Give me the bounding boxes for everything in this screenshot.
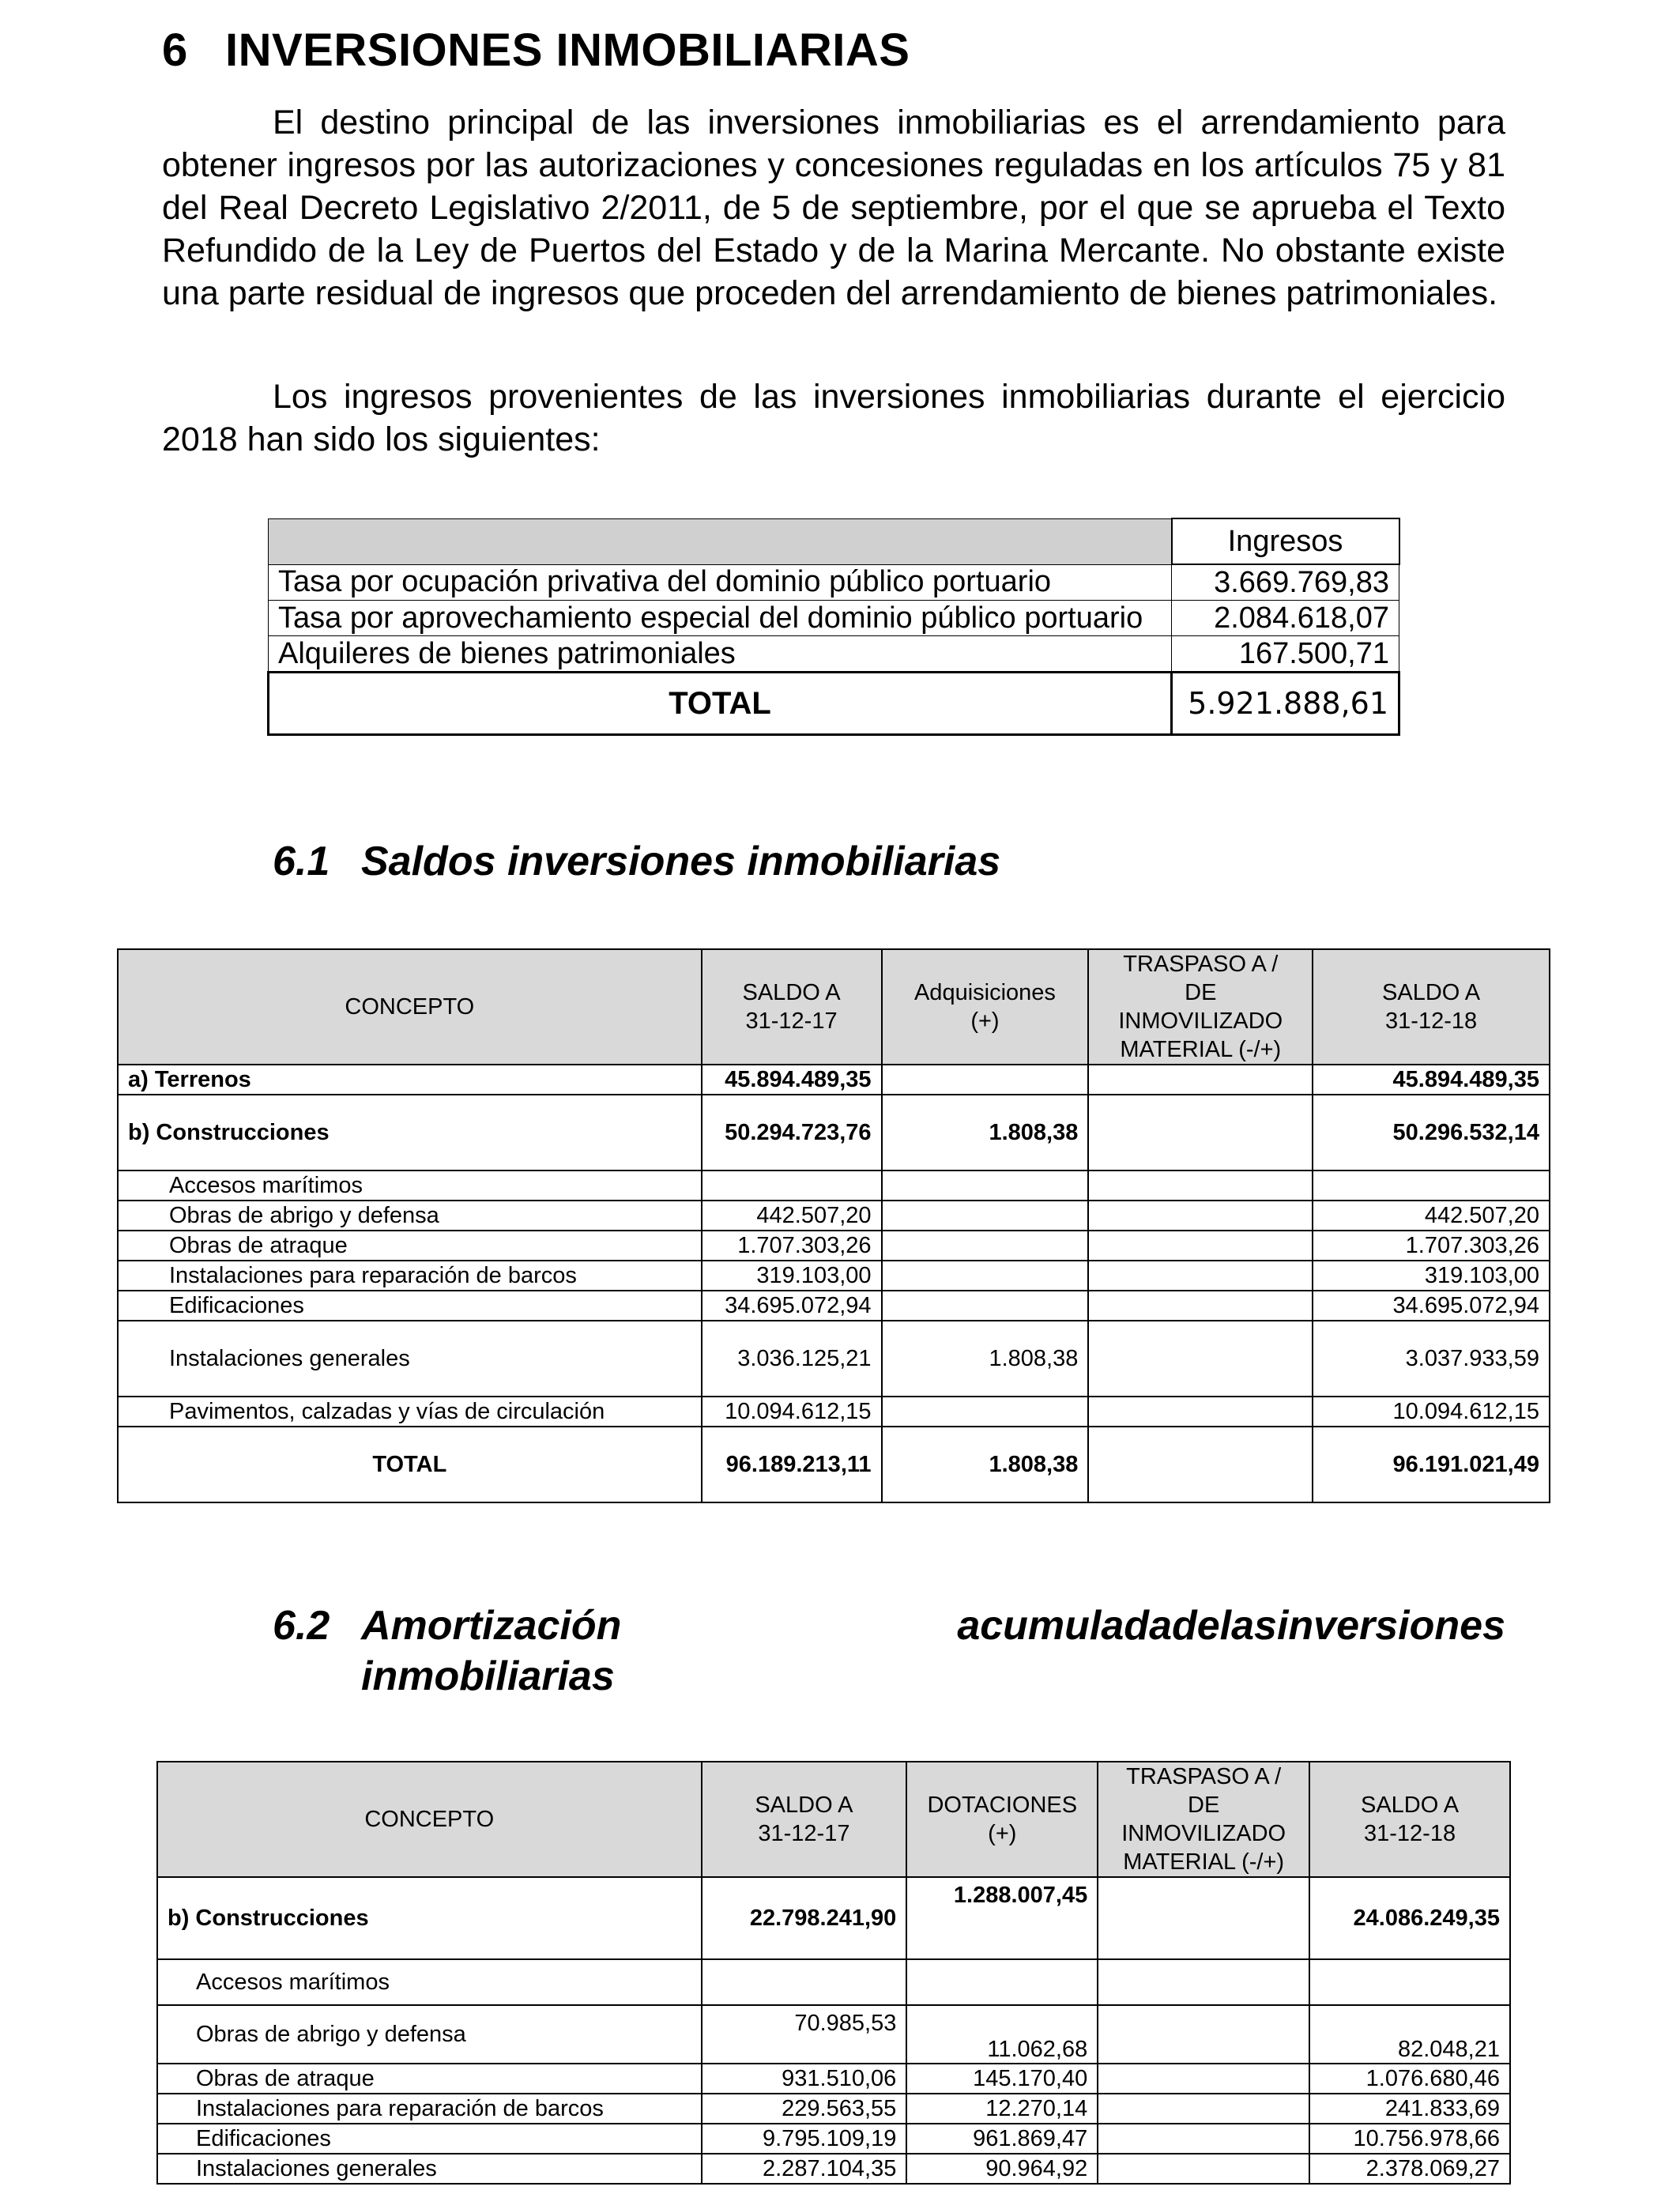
table-row — [157, 1877, 1510, 1959]
section-number: 6.1 — [273, 839, 330, 884]
table-header-row — [157, 1762, 1510, 1877]
cell-adquisiciones — [882, 1291, 1089, 1321]
row-label: Instalaciones generales — [157, 2154, 702, 2184]
cell-dotaciones: 145.170,40 — [906, 2064, 1098, 2094]
total-adquisiciones: 1.808,38 — [882, 1427, 1089, 1502]
cell-traspaso — [1098, 2124, 1309, 2154]
header-concepto: CONCEPTO — [157, 1762, 702, 1877]
section-number: 6 — [162, 25, 188, 76]
total-row — [118, 1427, 1550, 1502]
row-label: Edificaciones — [157, 2124, 702, 2154]
cell-dotaciones: 961.869,47 — [906, 2124, 1098, 2154]
cell-adquisiciones — [882, 1231, 1089, 1261]
cell-traspaso — [1088, 1201, 1313, 1231]
row-value: 167.500,71 — [1172, 636, 1399, 673]
title-word: las — [1219, 1603, 1277, 1649]
cell-saldo-17: 442.507,20 — [702, 1201, 882, 1231]
cell-saldo-18: 442.507,20 — [1313, 1201, 1550, 1231]
cell-traspaso — [1088, 1397, 1313, 1427]
intro-paragraph: El destino principal de las inversiones inmobiliarias es el arrendamiento para obtener ingresos por las autorizaciones y concesiones reguladas en los artículos 75 y 81 del Real Decreto Legislativo 2/2011, de 5 de septiembre, por el que se aprueba el Texto Refundido de la Ley de Puertos del Estado y de la Marina Mercante. No obstante existe una parte residual de ingresos que proceden del arrendamiento de bienes patrimoniales. — [162, 104, 1505, 312]
header-ingresos: Ingresos — [1172, 518, 1399, 564]
cell-saldo-17: 2.287.104,35 — [702, 2154, 907, 2184]
cell-saldo-17: 3.036.125,21 — [702, 1321, 882, 1397]
row-label: Tasa por aprovechamiento especial del dominio público portuario — [269, 601, 1172, 636]
row-label: Instalaciones para reparación de barcos — [118, 1261, 702, 1291]
table-row — [157, 2124, 1510, 2154]
cell-traspaso — [1098, 2064, 1309, 2094]
table-row — [118, 1291, 1550, 1321]
table-header-row — [269, 518, 1399, 564]
section-title: Saldos inversiones inmobiliarias — [361, 839, 1001, 884]
cell-saldo-18: 1.076.680,46 — [1309, 2064, 1510, 2094]
cell-saldo-18: 319.103,00 — [1313, 1261, 1550, 1291]
cell-saldo-18: 82.048,21 — [1309, 2005, 1510, 2064]
table-row — [118, 1201, 1550, 1231]
cell-adquisiciones — [882, 1261, 1089, 1291]
cell-dotaciones — [906, 1959, 1098, 2005]
cell-saldo-17: 10.094.612,15 — [702, 1397, 882, 1427]
header-traspaso: TRASPASO A / DE INMOVILIZADO MATERIAL (-/+) — [1098, 1762, 1309, 1877]
depreciation-table — [156, 1761, 1511, 2185]
income-paragraph: Los ingresos provenientes de las inversiones inmobiliarias durante el ejercicio 2018 han sido los siguientes: — [162, 378, 1505, 458]
cell-saldo-18: 24.086.249,35 — [1309, 1877, 1510, 1959]
cell-saldo-18: 2.378.069,27 — [1309, 2154, 1510, 2184]
total-row — [269, 673, 1399, 735]
row-label: Obras de atraque — [157, 2064, 702, 2094]
header-saldo-17: SALDO A 31-12-17 — [702, 949, 882, 1065]
header-dotaciones: DOTACIONES (+) — [906, 1762, 1098, 1877]
cell-saldo-17 — [702, 1171, 882, 1201]
cell-saldo-17: 70.985,53 — [702, 2005, 907, 2064]
header-saldo-18: SALDO A 31-12-18 — [1309, 1762, 1510, 1877]
row-label: Instalaciones para reparación de barcos — [157, 2094, 702, 2124]
header-concepto: CONCEPTO — [118, 949, 702, 1065]
cell-traspaso — [1088, 1321, 1313, 1397]
row-label: Accesos marítimos — [157, 1959, 702, 2005]
cell-saldo-17: 45.894.489,35 — [702, 1065, 882, 1095]
header-saldo-18: SALDO A 31-12-18 — [1313, 949, 1550, 1065]
cell-traspaso — [1098, 2154, 1309, 2184]
table-row — [157, 2154, 1510, 2184]
cell-saldo-18: 10.094.612,15 — [1313, 1397, 1550, 1427]
table-row — [118, 1065, 1550, 1095]
row-label: b) Construcciones — [118, 1095, 702, 1171]
table-row — [118, 1397, 1550, 1427]
cell-adquisiciones — [882, 1201, 1089, 1231]
total-saldo-18: 96.191.021,49 — [1313, 1427, 1550, 1502]
table-row — [269, 601, 1399, 636]
income-table — [267, 518, 1400, 736]
section-number: 6.2 — [273, 1603, 330, 1649]
cell-saldo-18: 50.296.532,14 — [1313, 1095, 1550, 1171]
cell-saldo-17 — [702, 1959, 907, 2005]
row-label: a) Terrenos — [118, 1065, 702, 1095]
cell-adquisiciones — [882, 1065, 1089, 1095]
cell-saldo-18 — [1313, 1171, 1550, 1201]
cell-traspaso — [1088, 1065, 1313, 1095]
header-blank-cell — [269, 518, 1172, 564]
row-label: Accesos marítimos — [118, 1171, 702, 1201]
cell-traspaso — [1088, 1231, 1313, 1261]
cell-saldo-17: 50.294.723,76 — [702, 1095, 882, 1171]
table-row — [269, 564, 1399, 601]
cell-saldo-17: 34.695.072,94 — [702, 1291, 882, 1321]
row-label: Obras de abrigo y defensa — [118, 1201, 702, 1231]
cell-saldo-18 — [1309, 1959, 1510, 2005]
cell-saldo-18: 1.707.303,26 — [1313, 1231, 1550, 1261]
row-label: Alquileres de bienes patrimoniales — [269, 636, 1172, 673]
cell-saldo-17: 9.795.109,19 — [702, 2124, 907, 2154]
row-label: Tasa por ocupación privativa del dominio público portuario — [269, 564, 1172, 601]
cell-traspaso — [1098, 2005, 1309, 2064]
cell-saldo-18: 10.756.978,66 — [1309, 2124, 1510, 2154]
title-word: acumulada — [957, 1603, 1172, 1649]
row-value: 3.669.769,83 — [1172, 564, 1399, 601]
table-row — [118, 1261, 1550, 1291]
cell-saldo-18: 45.894.489,35 — [1313, 1065, 1550, 1095]
table-row — [118, 1321, 1550, 1397]
cell-saldo-17: 1.707.303,26 — [702, 1231, 882, 1261]
section-title: INVERSIONES INMOBILIARIAS — [225, 25, 910, 76]
cell-dotaciones: 12.270,14 — [906, 2094, 1098, 2124]
cell-saldo-18: 34.695.072,94 — [1313, 1291, 1550, 1321]
cell-traspaso — [1088, 1291, 1313, 1321]
row-value: 2.084.618,07 — [1172, 601, 1399, 636]
table-row — [118, 1171, 1550, 1201]
cell-traspaso — [1098, 2094, 1309, 2124]
header-saldo-17: SALDO A 31-12-17 — [702, 1762, 907, 1877]
cell-saldo-17: 931.510,06 — [702, 2064, 907, 2094]
row-label: Pavimentos, calzadas y vías de circulación — [118, 1397, 702, 1427]
section-6-heading — [162, 24, 910, 77]
cell-dotaciones: 11.062,68 — [906, 2005, 1098, 2064]
total-saldo-17: 96.189.213,11 — [702, 1427, 882, 1502]
cell-dotaciones: 90.964,92 — [906, 2154, 1098, 2184]
row-label: Edificaciones — [118, 1291, 702, 1321]
section-6-2-heading — [273, 1600, 1505, 1702]
row-label: Obras de atraque — [118, 1231, 702, 1261]
table-row — [157, 2094, 1510, 2124]
title-line-2: inmobiliarias — [361, 1653, 615, 1699]
cell-traspaso — [1098, 1959, 1309, 2005]
table-row — [118, 1231, 1550, 1261]
row-label: Instalaciones generales — [118, 1321, 702, 1397]
total-label: TOTAL — [118, 1427, 702, 1502]
cell-dotaciones: 1.288.007,45 — [906, 1877, 1098, 1959]
cell-traspaso — [1088, 1095, 1313, 1171]
table-row — [269, 636, 1399, 673]
title-word: Amortización — [361, 1603, 622, 1649]
header-traspaso: TRASPASO A / DE INMOVILIZADO MATERIAL (-/+) — [1088, 949, 1313, 1065]
cell-traspaso — [1088, 1171, 1313, 1201]
cell-saldo-17: 319.103,00 — [702, 1261, 882, 1291]
cell-adquisiciones — [882, 1397, 1089, 1427]
table-header-row — [118, 949, 1550, 1065]
table-row — [157, 2064, 1510, 2094]
total-traspaso — [1088, 1427, 1313, 1502]
cell-adquisiciones: 1.808,38 — [882, 1321, 1089, 1397]
cell-saldo-17: 229.563,55 — [702, 2094, 907, 2124]
row-label: Obras de abrigo y defensa — [157, 2005, 702, 2064]
title-word: inversiones — [1276, 1603, 1505, 1649]
total-value: 5.921.888,61 — [1172, 673, 1399, 735]
section-6-1-heading — [273, 838, 1000, 885]
header-adquisiciones: Adquisiciones (+) — [882, 949, 1089, 1065]
table-row — [157, 2005, 1510, 2064]
cell-saldo-18: 3.037.933,59 — [1313, 1321, 1550, 1397]
title-word: de — [1171, 1603, 1220, 1649]
cell-adquisiciones — [882, 1171, 1089, 1201]
balances-table — [117, 948, 1550, 1503]
cell-traspaso — [1098, 1877, 1309, 1959]
cell-saldo-17: 22.798.241,90 — [702, 1877, 907, 1959]
cell-adquisiciones: 1.808,38 — [882, 1095, 1089, 1171]
table-row — [118, 1095, 1550, 1171]
cell-saldo-18: 241.833,69 — [1309, 2094, 1510, 2124]
row-label: b) Construcciones — [157, 1877, 702, 1959]
table-row — [157, 1959, 1510, 2005]
cell-traspaso — [1088, 1261, 1313, 1291]
total-label: TOTAL — [269, 673, 1172, 735]
